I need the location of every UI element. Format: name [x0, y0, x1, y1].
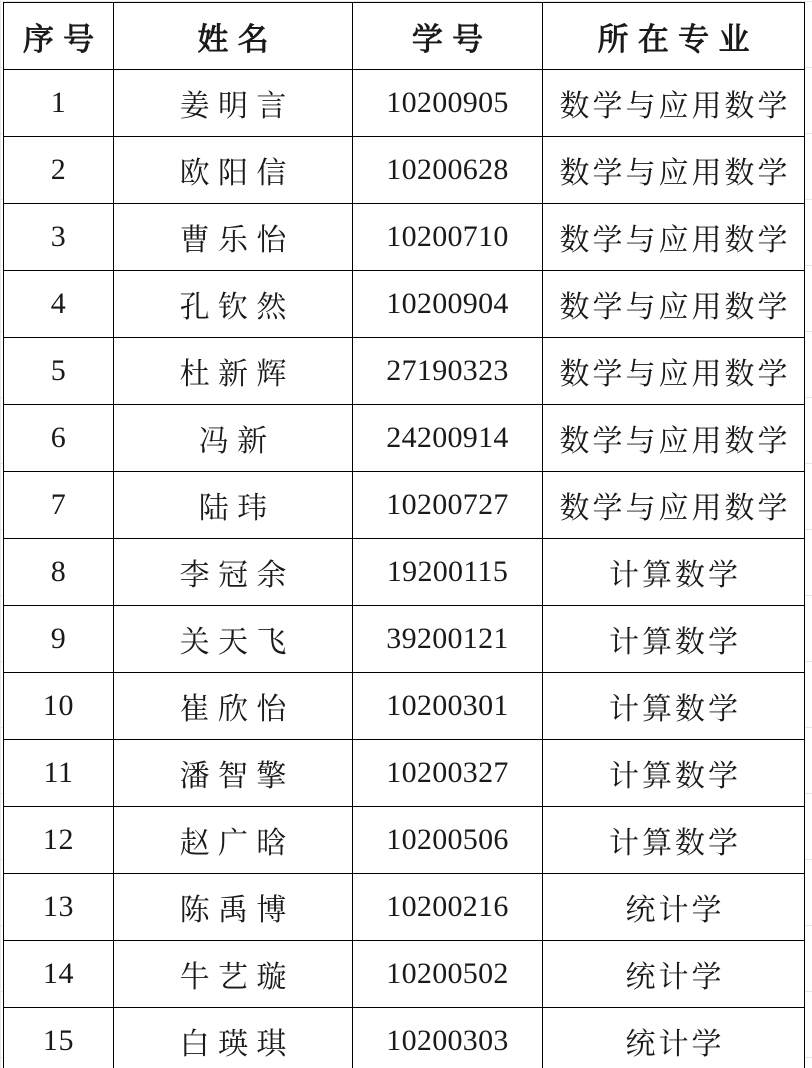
cell-name: 欧阳信 [114, 137, 353, 204]
cell-name: 赵广晗 [114, 807, 353, 874]
cell-major: 数学与应用数学 [543, 204, 805, 271]
cell-index: 4 [4, 271, 114, 338]
table-row [4, 740, 805, 807]
cell-student-id: 10200327 [353, 740, 543, 807]
cell-index: 12 [4, 807, 114, 874]
cell-name: 曹乐怡 [114, 204, 353, 271]
cell-student-id: 39200121 [353, 606, 543, 673]
cell-student-id: 10200506 [353, 807, 543, 874]
cell-student-id: 10200502 [353, 941, 543, 1008]
table-row [4, 606, 805, 673]
cell-student-id: 19200115 [353, 539, 543, 606]
cell-index: 9 [4, 606, 114, 673]
student-roster-table [3, 2, 805, 1068]
cell-major: 数学与应用数学 [543, 338, 805, 405]
cell-index: 8 [4, 539, 114, 606]
cell-index: 2 [4, 137, 114, 204]
header-index: 序号 [4, 3, 114, 70]
cell-name: 潘智擎 [114, 740, 353, 807]
cell-name: 白瑛琪 [114, 1008, 353, 1068]
table-row [4, 472, 805, 539]
header-student-id: 学号 [353, 3, 543, 70]
cell-major: 数学与应用数学 [543, 271, 805, 338]
cell-name: 陈禹博 [114, 874, 353, 941]
cell-major: 数学与应用数学 [543, 70, 805, 137]
cell-index: 1 [4, 70, 114, 137]
cell-major: 数学与应用数学 [543, 137, 805, 204]
cell-index: 13 [4, 874, 114, 941]
cell-major: 统计学 [543, 874, 805, 941]
cell-student-id: 10200301 [353, 673, 543, 740]
cell-student-id: 10200727 [353, 472, 543, 539]
cell-major: 计算数学 [543, 740, 805, 807]
cell-major: 计算数学 [543, 606, 805, 673]
cell-major: 统计学 [543, 941, 805, 1008]
cell-name: 杜新辉 [114, 338, 353, 405]
cell-index: 11 [4, 740, 114, 807]
table-row [4, 137, 805, 204]
cell-index: 14 [4, 941, 114, 1008]
cell-index: 10 [4, 673, 114, 740]
cell-student-id: 10200904 [353, 271, 543, 338]
table-row [4, 874, 805, 941]
cell-major: 计算数学 [543, 539, 805, 606]
table-row [4, 1008, 805, 1068]
table-row [4, 204, 805, 271]
table-row [4, 539, 805, 606]
table-row [4, 941, 805, 1008]
cell-student-id: 24200914 [353, 405, 543, 472]
header-name: 姓名 [114, 3, 353, 70]
cell-major: 计算数学 [543, 807, 805, 874]
cell-name: 牛艺璇 [114, 941, 353, 1008]
cell-major: 统计学 [543, 1008, 805, 1068]
table-row [4, 673, 805, 740]
cell-major: 计算数学 [543, 673, 805, 740]
cell-index: 15 [4, 1008, 114, 1068]
cell-name: 李冠余 [114, 539, 353, 606]
table-row [4, 807, 805, 874]
cell-name: 姜明言 [114, 70, 353, 137]
cell-index: 5 [4, 338, 114, 405]
table-row [4, 338, 805, 405]
table-body [4, 70, 805, 1068]
cell-student-id: 10200303 [353, 1008, 543, 1068]
cell-student-id: 27190323 [353, 338, 543, 405]
header-major: 所在专业 [543, 3, 805, 70]
table-row [4, 405, 805, 472]
cell-student-id: 10200905 [353, 70, 543, 137]
cell-name: 崔欣怡 [114, 673, 353, 740]
cell-student-id: 10200216 [353, 874, 543, 941]
cell-index: 3 [4, 204, 114, 271]
cell-name: 冯新 [114, 405, 353, 472]
table-header-row [4, 3, 805, 70]
table-row [4, 70, 805, 137]
cell-index: 6 [4, 405, 114, 472]
table-row [4, 271, 805, 338]
cell-name: 孔钦然 [114, 271, 353, 338]
cell-major: 数学与应用数学 [543, 472, 805, 539]
cell-major: 数学与应用数学 [543, 405, 805, 472]
cell-name: 关天飞 [114, 606, 353, 673]
cell-name: 陆玮 [114, 472, 353, 539]
cell-student-id: 10200628 [353, 137, 543, 204]
cell-student-id: 10200710 [353, 204, 543, 271]
cell-index: 7 [4, 472, 114, 539]
